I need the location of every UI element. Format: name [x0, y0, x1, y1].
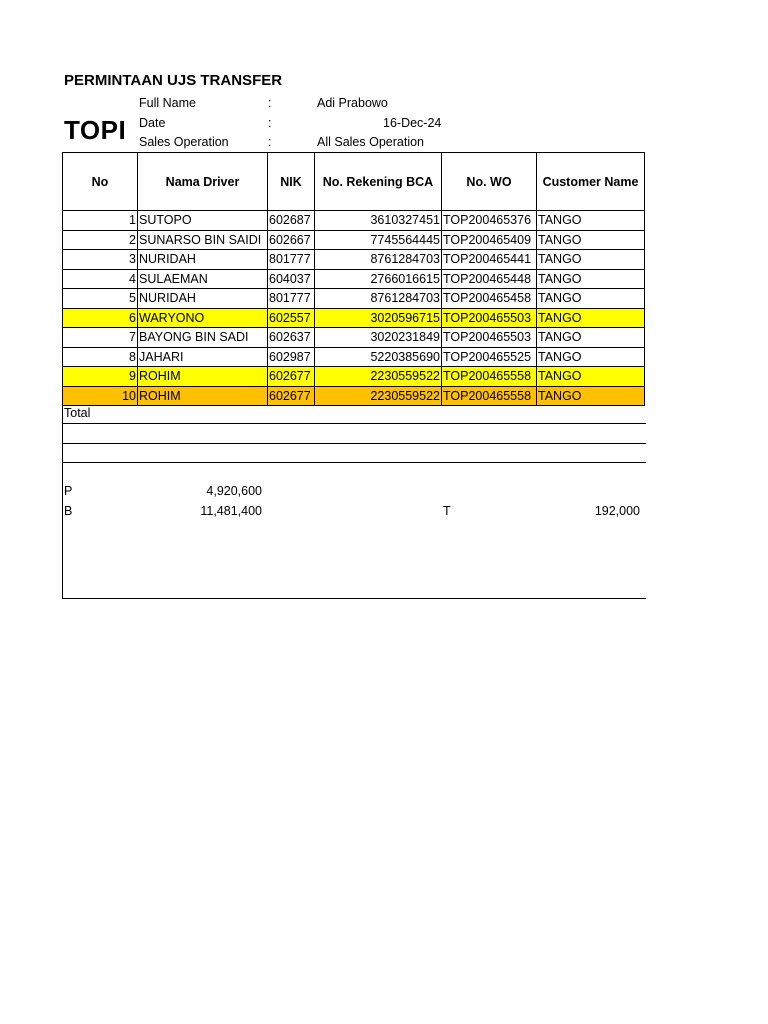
- cell-no: 1: [63, 211, 138, 231]
- cell-wo: TOP200465441: [442, 250, 537, 270]
- table-row: [63, 328, 645, 348]
- b-value: 11,481,400: [200, 504, 262, 518]
- table-row: [63, 289, 645, 309]
- divider: [62, 423, 646, 424]
- date-value: 16-Dec-24: [383, 116, 442, 130]
- cell-customer: TANGO: [537, 289, 645, 309]
- cell-wo: TOP200465503: [442, 308, 537, 328]
- table-header-row: [63, 153, 645, 211]
- table-row: [63, 367, 645, 387]
- cell-no: 7: [63, 328, 138, 348]
- cell-customer: TANGO: [537, 211, 645, 231]
- full-name-value: Adi Prabowo: [317, 96, 388, 110]
- cell-nik: 602667: [268, 230, 315, 250]
- date-sep: :: [268, 116, 272, 130]
- cell-nik: 801777: [268, 250, 315, 270]
- col-header-wo: No. WO: [442, 153, 537, 211]
- divider: [62, 598, 646, 599]
- cell-customer: TANGO: [537, 386, 645, 406]
- cell-customer: TANGO: [537, 269, 645, 289]
- table-row: [63, 269, 645, 289]
- table-row: [63, 230, 645, 250]
- col-header-customer: Customer Name: [537, 153, 645, 211]
- table-row: [63, 347, 645, 367]
- cell-rekening: 8761284703: [315, 289, 442, 309]
- cell-wo: TOP200465558: [442, 386, 537, 406]
- company-logo-text: TOPI: [64, 115, 127, 145]
- p-label: P: [64, 484, 73, 498]
- cell-nik: 602687: [268, 211, 315, 231]
- cell-rekening: 5220385690: [315, 347, 442, 367]
- cell-customer: TANGO: [537, 308, 645, 328]
- cell-nik: 801777: [268, 289, 315, 309]
- cell-nama-driver: JAHARI: [138, 347, 268, 367]
- p-value: 4,920,600: [206, 484, 262, 498]
- col-header-nik: NIK: [268, 153, 315, 211]
- cell-no: 5: [63, 289, 138, 309]
- cell-nik: 602677: [268, 386, 315, 406]
- cell-customer: TANGO: [537, 328, 645, 348]
- divider: [62, 462, 646, 463]
- col-header-nama-driver: Nama Driver: [138, 153, 268, 211]
- cell-wo: TOP200465558: [442, 367, 537, 387]
- cell-customer: TANGO: [537, 347, 645, 367]
- b-label: B: [64, 504, 73, 518]
- divider: [62, 443, 646, 444]
- cell-wo: TOP200465525: [442, 347, 537, 367]
- table-row: [63, 211, 645, 231]
- cell-rekening: 7745564445: [315, 230, 442, 250]
- cell-nama-driver: ROHIM: [138, 367, 268, 387]
- transfer-table: [62, 152, 645, 406]
- date-label: Date: [139, 116, 166, 130]
- cell-rekening: 3020596715: [315, 308, 442, 328]
- cell-nik: 602677: [268, 367, 315, 387]
- cell-nama-driver: BAYONG BIN SADI: [138, 328, 268, 348]
- cell-no: 2: [63, 230, 138, 250]
- cell-rekening: 2230559522: [315, 386, 442, 406]
- cell-wo: TOP200465376: [442, 211, 537, 231]
- document-title: PERMINTAAN UJS TRANSFER: [64, 72, 283, 89]
- cell-nik: 602987: [268, 347, 315, 367]
- cell-nama-driver: WARYONO: [138, 308, 268, 328]
- cell-rekening: 3610327451: [315, 211, 442, 231]
- col-header-rekening: No. Rekening BCA: [315, 153, 442, 211]
- cell-no: 9: [63, 367, 138, 387]
- cell-rekening: 2766016615: [315, 269, 442, 289]
- cell-nama-driver: SUNARSO BIN SAIDI: [138, 230, 268, 250]
- table-row: [63, 386, 645, 406]
- cell-nama-driver: NURIDAH: [138, 250, 268, 270]
- t-value: 192,000: [594, 504, 640, 518]
- table-row: [63, 308, 645, 328]
- full-name-sep: :: [268, 96, 272, 110]
- sales-operation-value: All Sales Operation: [317, 135, 425, 149]
- cell-nama-driver: SUTOPO: [138, 211, 268, 231]
- full-name-label: Full Name: [139, 96, 196, 110]
- cell-no: 4: [63, 269, 138, 289]
- cell-nik: 602637: [268, 328, 315, 348]
- cell-nama-driver: ROHIM: [138, 386, 268, 406]
- cell-no: 10: [63, 386, 138, 406]
- col-header-no: No: [63, 153, 138, 211]
- cell-rekening: 8761284703: [315, 250, 442, 270]
- cell-nama-driver: SULAEMAN: [138, 269, 268, 289]
- cell-no: 6: [63, 308, 138, 328]
- cell-no: 3: [63, 250, 138, 270]
- cell-rekening: 3020231849: [315, 328, 442, 348]
- sales-operation-sep: :: [268, 135, 272, 149]
- sales-operation-label: Sales Operation: [139, 135, 229, 149]
- t-label: T: [443, 504, 451, 518]
- total-label: Total: [64, 406, 91, 420]
- table-row: [63, 250, 645, 270]
- cell-customer: TANGO: [537, 367, 645, 387]
- cell-wo: TOP200465409: [442, 230, 537, 250]
- cell-rekening: 2230559522: [315, 367, 442, 387]
- cell-no: 8: [63, 347, 138, 367]
- cell-wo: TOP200465448: [442, 269, 537, 289]
- cell-customer: TANGO: [537, 250, 645, 270]
- left-border: [62, 403, 63, 599]
- cell-nik: 604037: [268, 269, 315, 289]
- cell-wo: TOP200465458: [442, 289, 537, 309]
- cell-nama-driver: NURIDAH: [138, 289, 268, 309]
- cell-customer: TANGO: [537, 230, 645, 250]
- cell-nik: 602557: [268, 308, 315, 328]
- cell-wo: TOP200465503: [442, 328, 537, 348]
